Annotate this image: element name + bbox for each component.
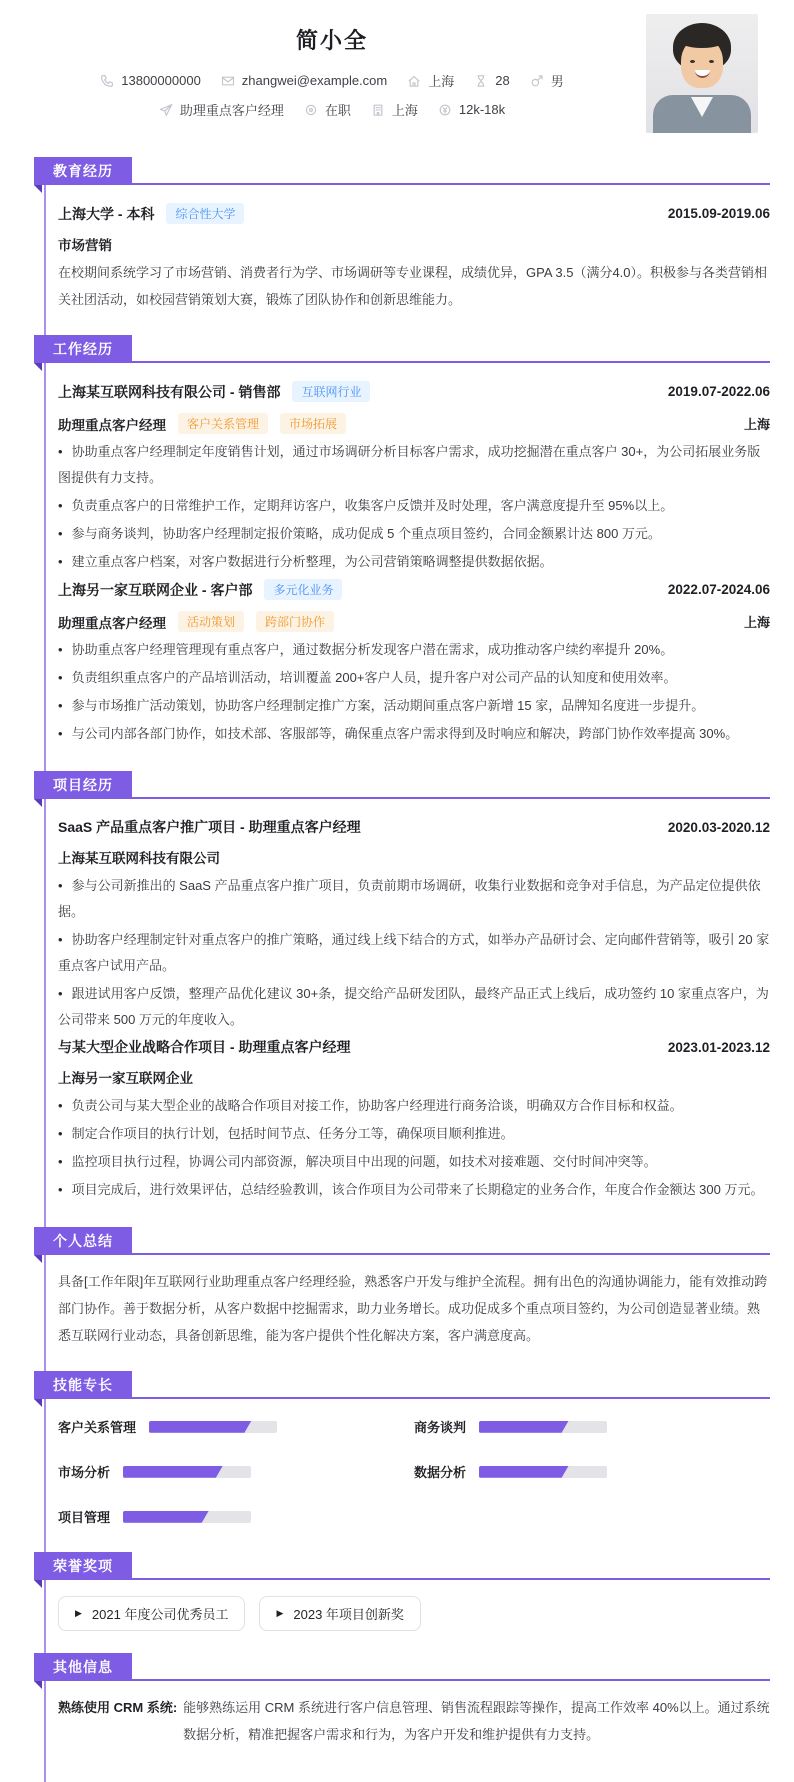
section-badge-work: 工作经历 bbox=[34, 335, 132, 363]
skill-label: 市场分析 bbox=[58, 1465, 111, 1481]
project-name: SaaS 产品重点客户推广项目 - 助理重点客户经理 bbox=[58, 819, 361, 836]
avatar-eye bbox=[690, 60, 695, 63]
section-skills bbox=[46, 1371, 770, 1552]
skill-bar-fill bbox=[149, 1421, 251, 1433]
section-header bbox=[44, 335, 770, 363]
section-badge-projects: 项目经历 bbox=[34, 771, 132, 799]
other-content bbox=[46, 1681, 770, 1748]
section-projects bbox=[46, 771, 770, 1227]
work-entry-header bbox=[58, 579, 770, 600]
contact-value: 13800000000 bbox=[121, 73, 201, 88]
education-description: 在校期间系统学习了市场营销、消费者行为学、市场调研等专业课程，成绩优异，GPA 3.5（满分4.0）。积极参与各类营销相关社团活动，如校园营销策划大赛，锻炼了团队协作和创新思维能力。 bbox=[58, 265, 768, 307]
contact-item bbox=[530, 71, 564, 90]
contact-item bbox=[221, 73, 387, 88]
work-bullet: • 参与市场推广活动策划，协助客户经理制定推广方案，活动期间重点客户新增 15 家，品牌知名度进一步提升。 bbox=[58, 693, 770, 719]
intention-item bbox=[304, 100, 351, 119]
section-honors bbox=[46, 1552, 770, 1653]
skill-bar-track bbox=[123, 1466, 251, 1478]
section-header bbox=[44, 1371, 770, 1399]
work-date: 2022.07-2024.06 bbox=[667, 582, 770, 598]
section-other bbox=[46, 1653, 770, 1756]
honor-label: 2021 年度公司优秀员工 bbox=[91, 1607, 229, 1623]
intention-value: 在职 bbox=[324, 103, 351, 118]
section-work bbox=[46, 335, 770, 771]
skill-bar-track bbox=[479, 1421, 607, 1433]
section-summary bbox=[46, 1227, 770, 1371]
section-badge-other: 其他信息 bbox=[34, 1653, 132, 1681]
skill-item bbox=[414, 1417, 740, 1436]
project-bullet: • 协助客户经理制定针对重点客户的推广策略，通过线上线下结合的方式，如举办产品研讨会、定向邮件营销等，吸引 20 家重点客户试用产品。 bbox=[58, 927, 770, 979]
contact-value: 上海 bbox=[428, 74, 455, 89]
job-title: 助理重点客户经理 bbox=[58, 615, 166, 631]
badge-fold bbox=[34, 1399, 42, 1407]
section-header bbox=[44, 1653, 770, 1681]
badge-fold bbox=[34, 1255, 42, 1263]
phone-icon bbox=[100, 74, 114, 88]
contact-item bbox=[474, 73, 509, 88]
project-company: 上海另一家互联网企业 bbox=[58, 1071, 193, 1087]
skill-bar-fill bbox=[123, 1466, 223, 1478]
job-tag: 活动策划 bbox=[178, 611, 244, 632]
home-icon bbox=[407, 74, 421, 88]
school-tag: 综合性大学 bbox=[166, 203, 244, 224]
other-info-label: 熟练使用 CRM 系统: bbox=[58, 1700, 178, 1716]
education-entry-header bbox=[58, 203, 770, 224]
profile-photo bbox=[646, 14, 758, 133]
section-badge-summary: 个人总结 bbox=[34, 1227, 132, 1255]
project-bullet: • 跟进试用客户反馈，整理产品优化建议 30+条，提交给产品研发团队，最终产品正式上线后，成功签约 10 家重点客户，为公司带来 500 万元的年度收入。 bbox=[58, 981, 770, 1033]
badge-fold bbox=[34, 363, 42, 371]
gender-icon bbox=[530, 74, 544, 88]
honor-button[interactable] bbox=[58, 1596, 245, 1631]
play-icon: ▶ bbox=[75, 1608, 82, 1619]
education-content bbox=[46, 185, 770, 313]
project-bullet: • 参与公司新推出的 SaaS 产品重点客户推广项目，负责前期市场调研，收集行业数据和竞争对手信息，为产品定位提供依据。 bbox=[58, 873, 770, 925]
age-icon bbox=[474, 74, 488, 88]
intention-value: 12k-18k bbox=[458, 102, 506, 117]
projects-content bbox=[46, 799, 770, 1203]
job-location: 上海 bbox=[743, 417, 770, 433]
contact-item bbox=[407, 71, 454, 90]
badge-fold bbox=[34, 1580, 42, 1588]
skill-item bbox=[58, 1507, 384, 1526]
job-location: 上海 bbox=[743, 615, 770, 631]
skill-label: 数据分析 bbox=[414, 1465, 467, 1481]
summary-content bbox=[46, 1255, 770, 1349]
skill-bar-fill bbox=[479, 1466, 569, 1478]
work-bullet: • 参与商务谈判，协助客户经理制定报价策略，成功促成 5 个重点项目签约，合同金额累计达 800 万元。 bbox=[58, 521, 770, 547]
contact-value: 28 bbox=[495, 73, 510, 88]
work-bullet: • 负责重点客户的日常维护工作，定期拜访客户，收集客户反馈并及时处理，客户满意度提升至 95%以上。 bbox=[58, 493, 770, 519]
header-main bbox=[40, 24, 624, 119]
other-info-text: 能够熟练运用 CRM 系统进行客户信息管理、销售流程跟踪等操作，提高工作效率 40%以上。通过系统数据分析，精准把握客户需求和行为，为客户开发和维护提供有力支持。 bbox=[183, 1700, 770, 1742]
section-badge-education: 教育经历 bbox=[34, 157, 132, 185]
candidate-name: 简小全 bbox=[295, 28, 368, 53]
skill-item bbox=[58, 1417, 384, 1436]
skill-bar-track bbox=[123, 1511, 251, 1523]
project-bullet: • 负责公司与某大型企业的战略合作项目对接工作，协助客户经理进行商务洽谈，明确双方合作目标和权益。 bbox=[58, 1093, 770, 1119]
work-entry-header bbox=[58, 381, 770, 402]
contact-item bbox=[100, 73, 201, 88]
work-entry-subheader bbox=[58, 611, 770, 632]
skill-bar-fill bbox=[479, 1421, 569, 1433]
intention-value: 上海 bbox=[391, 103, 418, 118]
work-bullet: • 与公司内部各部门协作，如技术部、客服部等，确保重点客户需求得到及时响应和解决，跨部门协作效率提高 30%。 bbox=[58, 721, 770, 747]
project-bullet: • 监控项目执行过程，协调公司内部资源，解决项目中出现的问题，如技术对接难题、交付时间冲突等。 bbox=[58, 1149, 770, 1175]
intention-item bbox=[371, 100, 418, 119]
skill-label: 商务谈判 bbox=[414, 1420, 467, 1436]
project-bullet: • 制定合作项目的执行计划，包括时间节点、任务分工等，确保项目顺利推进。 bbox=[58, 1121, 770, 1147]
job-tag: 跨部门协作 bbox=[256, 611, 334, 632]
work-bullet: • 负责组织重点客户的产品培训活动，培训覆盖 200+客户人员，提升客户对公司产品的认知度和使用效率。 bbox=[58, 665, 770, 691]
company-tag: 互联网行业 bbox=[292, 381, 370, 402]
education-date: 2015.09-2019.06 bbox=[667, 206, 770, 221]
skill-bar-track bbox=[479, 1466, 607, 1478]
resume-header bbox=[0, 0, 794, 133]
work-entry-subheader bbox=[58, 413, 770, 434]
summary-text: 具备[工作年限]年互联网行业助理重点客户经理经验，熟悉客户开发与维护全流程。拥有出色的沟通协调能力，能有效推动跨部门协作。善于数据分析，从客户数据中挖掘需求，助力业务增长。成功促成多个重点项目签约，为公司创造显著业绩。熟悉互联网行业动态，具备创新思维，能为客户提供个性化解决方案，客户满意度高。 bbox=[58, 1274, 768, 1343]
job-tag: 客户关系管理 bbox=[178, 413, 268, 434]
project-entry-header bbox=[58, 817, 770, 837]
skill-label: 项目管理 bbox=[58, 1510, 111, 1526]
major-name: 市场营销 bbox=[58, 238, 112, 253]
section-badge-skills: 技能专长 bbox=[34, 1371, 132, 1399]
badge-fold bbox=[34, 799, 42, 807]
skill-bar-track bbox=[149, 1421, 277, 1433]
company-name: 上海某互联网科技有限公司 - 销售部 bbox=[58, 383, 281, 400]
other-info-line bbox=[58, 1695, 770, 1748]
project-name: 与某大型企业战略合作项目 - 助理重点客户经理 bbox=[58, 1039, 351, 1056]
avatar-fringe bbox=[677, 30, 727, 48]
play-icon: ▶ bbox=[276, 1608, 284, 1619]
work-bullet: • 协助重点客户经理管理现有重点客户，通过数据分析发现客户潜在需求，成功推动客户续约率提升 20%。 bbox=[58, 637, 770, 663]
section-header bbox=[44, 1227, 770, 1255]
project-entry-header bbox=[58, 1037, 770, 1057]
send-icon bbox=[159, 103, 173, 117]
work-date: 2019.07-2022.06 bbox=[667, 384, 770, 400]
honor-button[interactable] bbox=[259, 1596, 420, 1631]
resume-body bbox=[44, 157, 770, 1782]
intention-item bbox=[159, 100, 284, 119]
honor-list bbox=[58, 1594, 770, 1631]
company-name: 上海另一家互联网企业 - 客户部 bbox=[58, 581, 253, 598]
job-tag: 市场拓展 bbox=[280, 413, 346, 434]
avatar-eye bbox=[709, 60, 714, 63]
contact-value: 男 bbox=[550, 74, 564, 89]
badge-fold bbox=[34, 185, 42, 193]
section-header bbox=[44, 1552, 770, 1580]
project-date: 2020.03-2020.12 bbox=[667, 819, 770, 835]
skill-item bbox=[414, 1462, 740, 1481]
badge-fold bbox=[34, 1681, 42, 1689]
project-date: 2023.01-2023.12 bbox=[667, 1039, 770, 1055]
contact-info-row bbox=[40, 71, 624, 90]
work-bullet: • 协助重点客户经理制定年度销售计划，通过市场调研分析目标客户需求，成功挖掘潜在重点客户 30+，为公司拓展业务版图提供有力支持。 bbox=[58, 439, 770, 491]
job-title: 助理重点客户经理 bbox=[58, 417, 166, 433]
honors-content bbox=[46, 1580, 770, 1631]
mail-icon bbox=[221, 74, 235, 88]
intention-info-row bbox=[40, 100, 624, 119]
skill-label: 客户关系管理 bbox=[58, 1420, 137, 1436]
building-icon bbox=[371, 103, 385, 117]
skill-grid bbox=[58, 1413, 770, 1530]
section-header bbox=[44, 157, 770, 185]
status-icon bbox=[304, 103, 318, 117]
intention-value: 助理重点客户经理 bbox=[179, 103, 284, 118]
section-header bbox=[44, 771, 770, 799]
skill-item bbox=[58, 1462, 384, 1481]
skill-bar-fill bbox=[123, 1511, 209, 1523]
contact-value: zhangwei@example.com bbox=[241, 73, 388, 88]
section-badge-honors: 荣誉奖项 bbox=[34, 1552, 132, 1580]
honor-label: 2023 年项目创新奖 bbox=[293, 1607, 404, 1623]
company-tag: 多元化业务 bbox=[264, 579, 342, 600]
project-bullet: • 项目完成后，进行效果评估，总结经验教训，该合作项目为公司带来了长期稳定的业务合作，年度合作金额达 300 万元。 bbox=[58, 1177, 770, 1203]
section-education bbox=[46, 157, 770, 335]
skills-content bbox=[46, 1399, 770, 1530]
salary-icon bbox=[438, 103, 452, 117]
work-content bbox=[46, 363, 770, 747]
project-company: 上海某互联网科技有限公司 bbox=[58, 851, 220, 867]
school-name: 上海大学 - 本科 bbox=[58, 205, 155, 222]
work-bullet: • 建立重点客户档案，对客户数据进行分析整理，为公司营销策略调整提供数据依据。 bbox=[58, 549, 770, 575]
intention-item bbox=[438, 102, 505, 117]
